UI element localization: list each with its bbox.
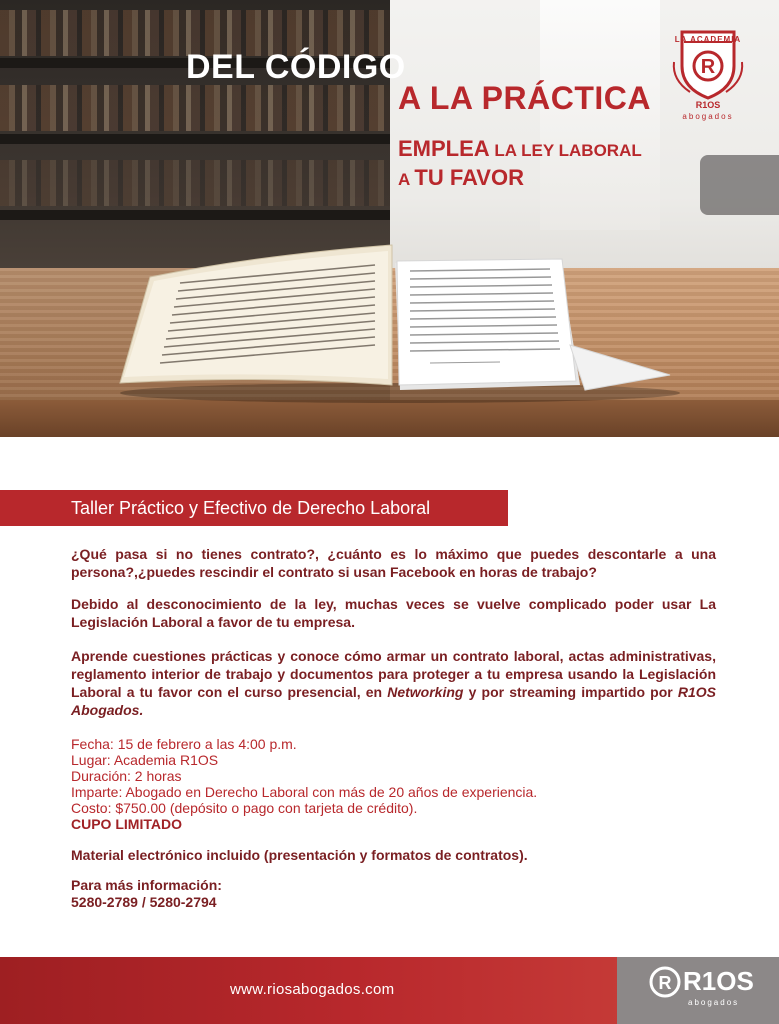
contact-label: Para más información:	[71, 877, 222, 893]
emphasis-brand: R1OS Abogados.	[71, 684, 716, 718]
logo-top-text: LA ACADEMIA	[674, 35, 742, 44]
description-paragraph	[71, 647, 716, 719]
shelf	[0, 210, 390, 220]
tagline-text: LA LEY LABORAL	[489, 141, 642, 160]
tagline-text: A	[398, 170, 415, 189]
detail-lugar: Lugar: Academia R1OS	[71, 752, 219, 768]
contact-info	[71, 877, 222, 911]
academia-logo	[668, 26, 748, 124]
description-text: Aprende cuestiones prácticas y conoce cómo armar un contrato laboral, actas administrativas, reglamento interior de trabajo y documentos para proteger a tu empresa usando la Legislación Laboral a tu favor con el curso presencial, en	[71, 648, 716, 700]
bookshelf-row	[0, 85, 390, 131]
detail-cupo: CUPO LIMITADO	[71, 816, 182, 832]
hero-banner	[0, 0, 779, 437]
tagline	[398, 136, 642, 194]
footer-subtitle: abogados	[688, 998, 740, 1007]
bookshelf-row	[0, 160, 390, 206]
emblem-letter: R	[700, 56, 716, 78]
context-paragraph: Debido al desconocimiento de la ley, muchas veces se vuelve complicado poder usar La Legislación Laboral a favor de tu empresa.	[71, 596, 716, 630]
shelf	[0, 134, 390, 144]
logo-subtitle: abogados	[682, 112, 734, 121]
event-details	[71, 736, 716, 832]
website-link[interactable]: www.riosabogados.com	[230, 981, 395, 998]
detail-fecha: Fecha: 15 de febrero a las 4:00 p.m.	[71, 736, 297, 752]
material-note: Material electrónico incluido (presentación y formatos de contratos).	[71, 847, 528, 863]
tagline-emphasis: TU FAVOR	[414, 165, 524, 190]
intro-paragraph: ¿Qué pasa si no tienes contrato?, ¿cuánto es lo máximo que puedes descontarle a una persona?,¿puedes rescindir el contrato si usan Facebook en horas de trabajo?	[71, 546, 716, 580]
logo-name: R1OS	[695, 100, 721, 110]
registered-circle-icon	[648, 965, 682, 999]
section-title: Taller Práctico y Efectivo de Derecho Laboral	[71, 498, 431, 518]
chair	[700, 155, 779, 215]
footer-emblem-letter: R	[658, 973, 672, 993]
footer-brand: R1OS	[683, 966, 754, 996]
headline-line-1: DEL CÓDIGO	[186, 48, 406, 86]
emphasis-networking: Networking	[387, 684, 464, 700]
desk-edge	[0, 400, 779, 437]
detail-imparte: Imparte: Abogado en Derecho Laboral con más de 20 años de experiencia.	[71, 784, 538, 800]
tagline-emphasis: EMPLEA	[398, 136, 490, 161]
headline-line-2: A LA PRÁCTICA	[398, 80, 651, 116]
detail-duracion: Duración: 2 horas	[71, 768, 182, 784]
open-book-image	[110, 225, 690, 405]
detail-costo: Costo: $750.00 (depósito o pago con tarjeta de crédito).	[71, 800, 418, 816]
contact-phones[interactable]: 5280-2789 / 5280-2794	[71, 894, 217, 910]
description-text: y por streaming impartido por	[463, 684, 678, 700]
